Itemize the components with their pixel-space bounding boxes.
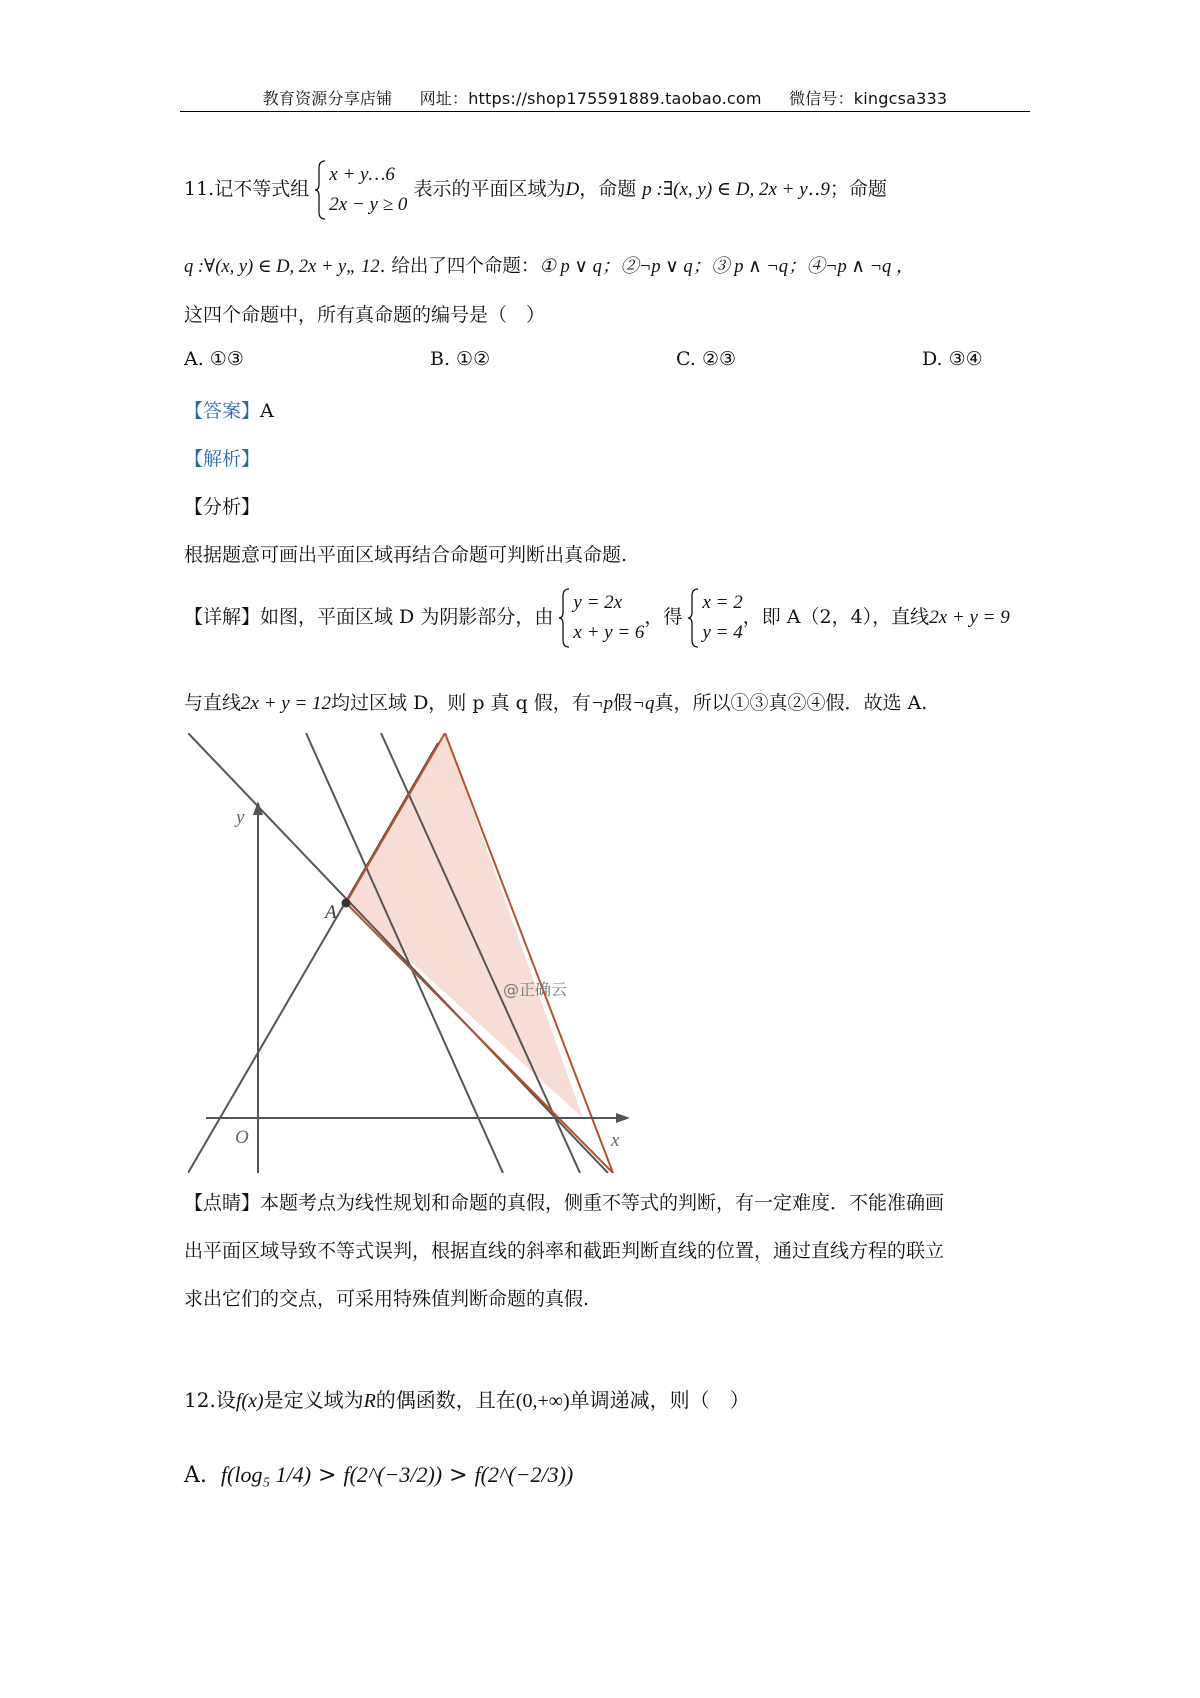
answer-label: 【答案】	[184, 400, 261, 422]
detail-text4b: 均过区域 D，则 p 真 q 假，有	[331, 692, 591, 714]
q12-option-a-expr2: f(2^(−3/2))	[343, 1462, 443, 1487]
header-rule	[180, 111, 1030, 112]
detail-text4d: 真，所以①③真②④假．故选 A.	[654, 692, 928, 714]
header-url: 网址：https://shop175591889.taobao.com	[419, 89, 762, 108]
detail-sys2b: y = 4	[702, 622, 743, 643]
comment-line1	[184, 1188, 944, 1215]
brace-icon	[559, 588, 571, 648]
detail-line-eq2: 2x + y = 12	[241, 693, 332, 714]
q12-option-a	[184, 1462, 573, 1488]
q11-line1	[184, 160, 887, 220]
q12-gt1: >	[318, 1463, 337, 1488]
q12-mid2: 的偶函数，且在	[375, 1388, 516, 1412]
detail-text4a: 与直线	[184, 692, 242, 714]
header-shop: 教育资源分享店铺	[262, 89, 393, 108]
q11-ineq1: x + y…6	[329, 164, 395, 185]
q12-option-a-label: A.	[184, 1463, 207, 1488]
shaded-region	[346, 733, 583, 1118]
analysis-label: 【解析】	[184, 448, 261, 470]
x-axis-arrow-icon	[616, 1113, 630, 1123]
q12-option-a-expr1: f(log₅ 1/4)	[220, 1462, 312, 1487]
brace-icon	[315, 160, 327, 220]
q11-ineq2: 2x − y ≥ 0	[329, 194, 408, 215]
q11-option-a: A. ①③	[184, 348, 244, 370]
detail-text3: ，即 A（2，4），直线	[742, 606, 930, 628]
q11-inequality-system	[315, 160, 407, 220]
detail-label: 【详解】	[184, 606, 261, 628]
comment-line3: 求出它们的交点，可采用特殊值判断命题的真假.	[184, 1288, 590, 1310]
q12-interval: (0,+∞)	[515, 1390, 570, 1412]
q11-D: D	[565, 179, 580, 200]
feasible-region-figure	[188, 733, 638, 1173]
q12-tail: 单调递减，则（ ）	[569, 1388, 750, 1412]
q11-prop2: ；②¬p ∨ q	[601, 257, 693, 277]
q11-p-label: ，命题	[579, 178, 637, 200]
detail-sys1a: y = 2x	[573, 592, 623, 613]
point-a	[342, 899, 351, 908]
detail-sys2a: x = 2	[702, 592, 743, 613]
detail-line2	[184, 688, 927, 715]
q12-fx: f(x)	[235, 1390, 264, 1412]
comment-label: 【点睛】	[184, 1192, 261, 1214]
detail-system1	[559, 588, 644, 648]
fenxi-text: 根据题意可画出平面区域再结合命题可判断出真命题.	[184, 544, 628, 566]
q12-mid: 是定义域为	[263, 1388, 364, 1412]
answer-line	[184, 396, 274, 423]
q12-number: 12.	[184, 1388, 216, 1412]
q11-number: 11.	[184, 178, 215, 200]
q11-option-c: C. ②③	[676, 348, 737, 370]
label-y: y	[236, 807, 245, 828]
detail-neg-p: ¬p	[590, 693, 614, 714]
q12-lead: 设	[215, 1388, 236, 1412]
answer-value: A	[260, 400, 274, 422]
watermark: @正确云	[503, 980, 568, 999]
detail-line-eq: 2x + y = 9	[929, 607, 1010, 628]
q11-p-tail: ；命题	[829, 178, 887, 200]
detail-line1	[184, 588, 1010, 648]
q12-gt2: >	[449, 1463, 468, 1488]
q11-mid: 表示的平面区域为	[413, 178, 566, 200]
q11-prop4: ；④¬p ∧ ¬q ，	[788, 257, 915, 277]
label-x: x	[611, 1130, 620, 1151]
detail-text2: ，得	[644, 606, 683, 628]
comment-line2: 出平面区域导致不等式误判，根据直线的斜率和截距判断直线的位置，通过直线方程的联立	[184, 1240, 945, 1262]
comment-text1: 本题考点为线性规划和命题的真假，侧重不等式的判断，有一定难度．不能准确画	[260, 1192, 945, 1214]
q12-line1	[184, 1384, 750, 1413]
label-a: A	[325, 902, 337, 923]
detail-sys1b: x + y = 6	[573, 622, 645, 643]
q11-p-expr: p :∃(x, y) ∈ D, 2x + y‥9	[642, 179, 830, 200]
q11-option-b: B. ①②	[430, 348, 491, 370]
header-wechat: 微信号：kingcsa333	[788, 89, 948, 108]
detail-text4c: 假	[613, 692, 633, 714]
q11-line3: 这四个命题中，所有真命题的编号是（ ）	[184, 304, 546, 326]
detail-neg-q: ¬q	[632, 693, 655, 714]
fenxi-label: 【分析】	[184, 496, 261, 518]
detail-text1: 如图，平面区域 D 为阴影部分，由	[260, 606, 554, 628]
q11-option-d: D. ③④	[922, 348, 983, 370]
label-origin: O	[235, 1127, 249, 1148]
q11-prop3: ；③ p ∧ ¬q	[692, 257, 789, 277]
detail-system2	[688, 588, 742, 648]
q11-prop1: ① p ∨ q	[539, 257, 602, 277]
brace-icon	[688, 588, 700, 648]
q12-option-a-expr3: f(2^(−2/3))	[474, 1462, 574, 1487]
page-header	[180, 86, 1030, 109]
q12-R: R	[363, 1390, 376, 1412]
line-x-plus-y-6	[188, 733, 608, 1173]
q11-q-expr: q :∀(x, y) ∈ D, 2x + y„ 12	[184, 257, 380, 277]
q11-lead: 记不等式组	[214, 178, 310, 200]
q11-given: . 给出了四个命题：	[379, 256, 540, 277]
q11-line2	[184, 252, 914, 278]
